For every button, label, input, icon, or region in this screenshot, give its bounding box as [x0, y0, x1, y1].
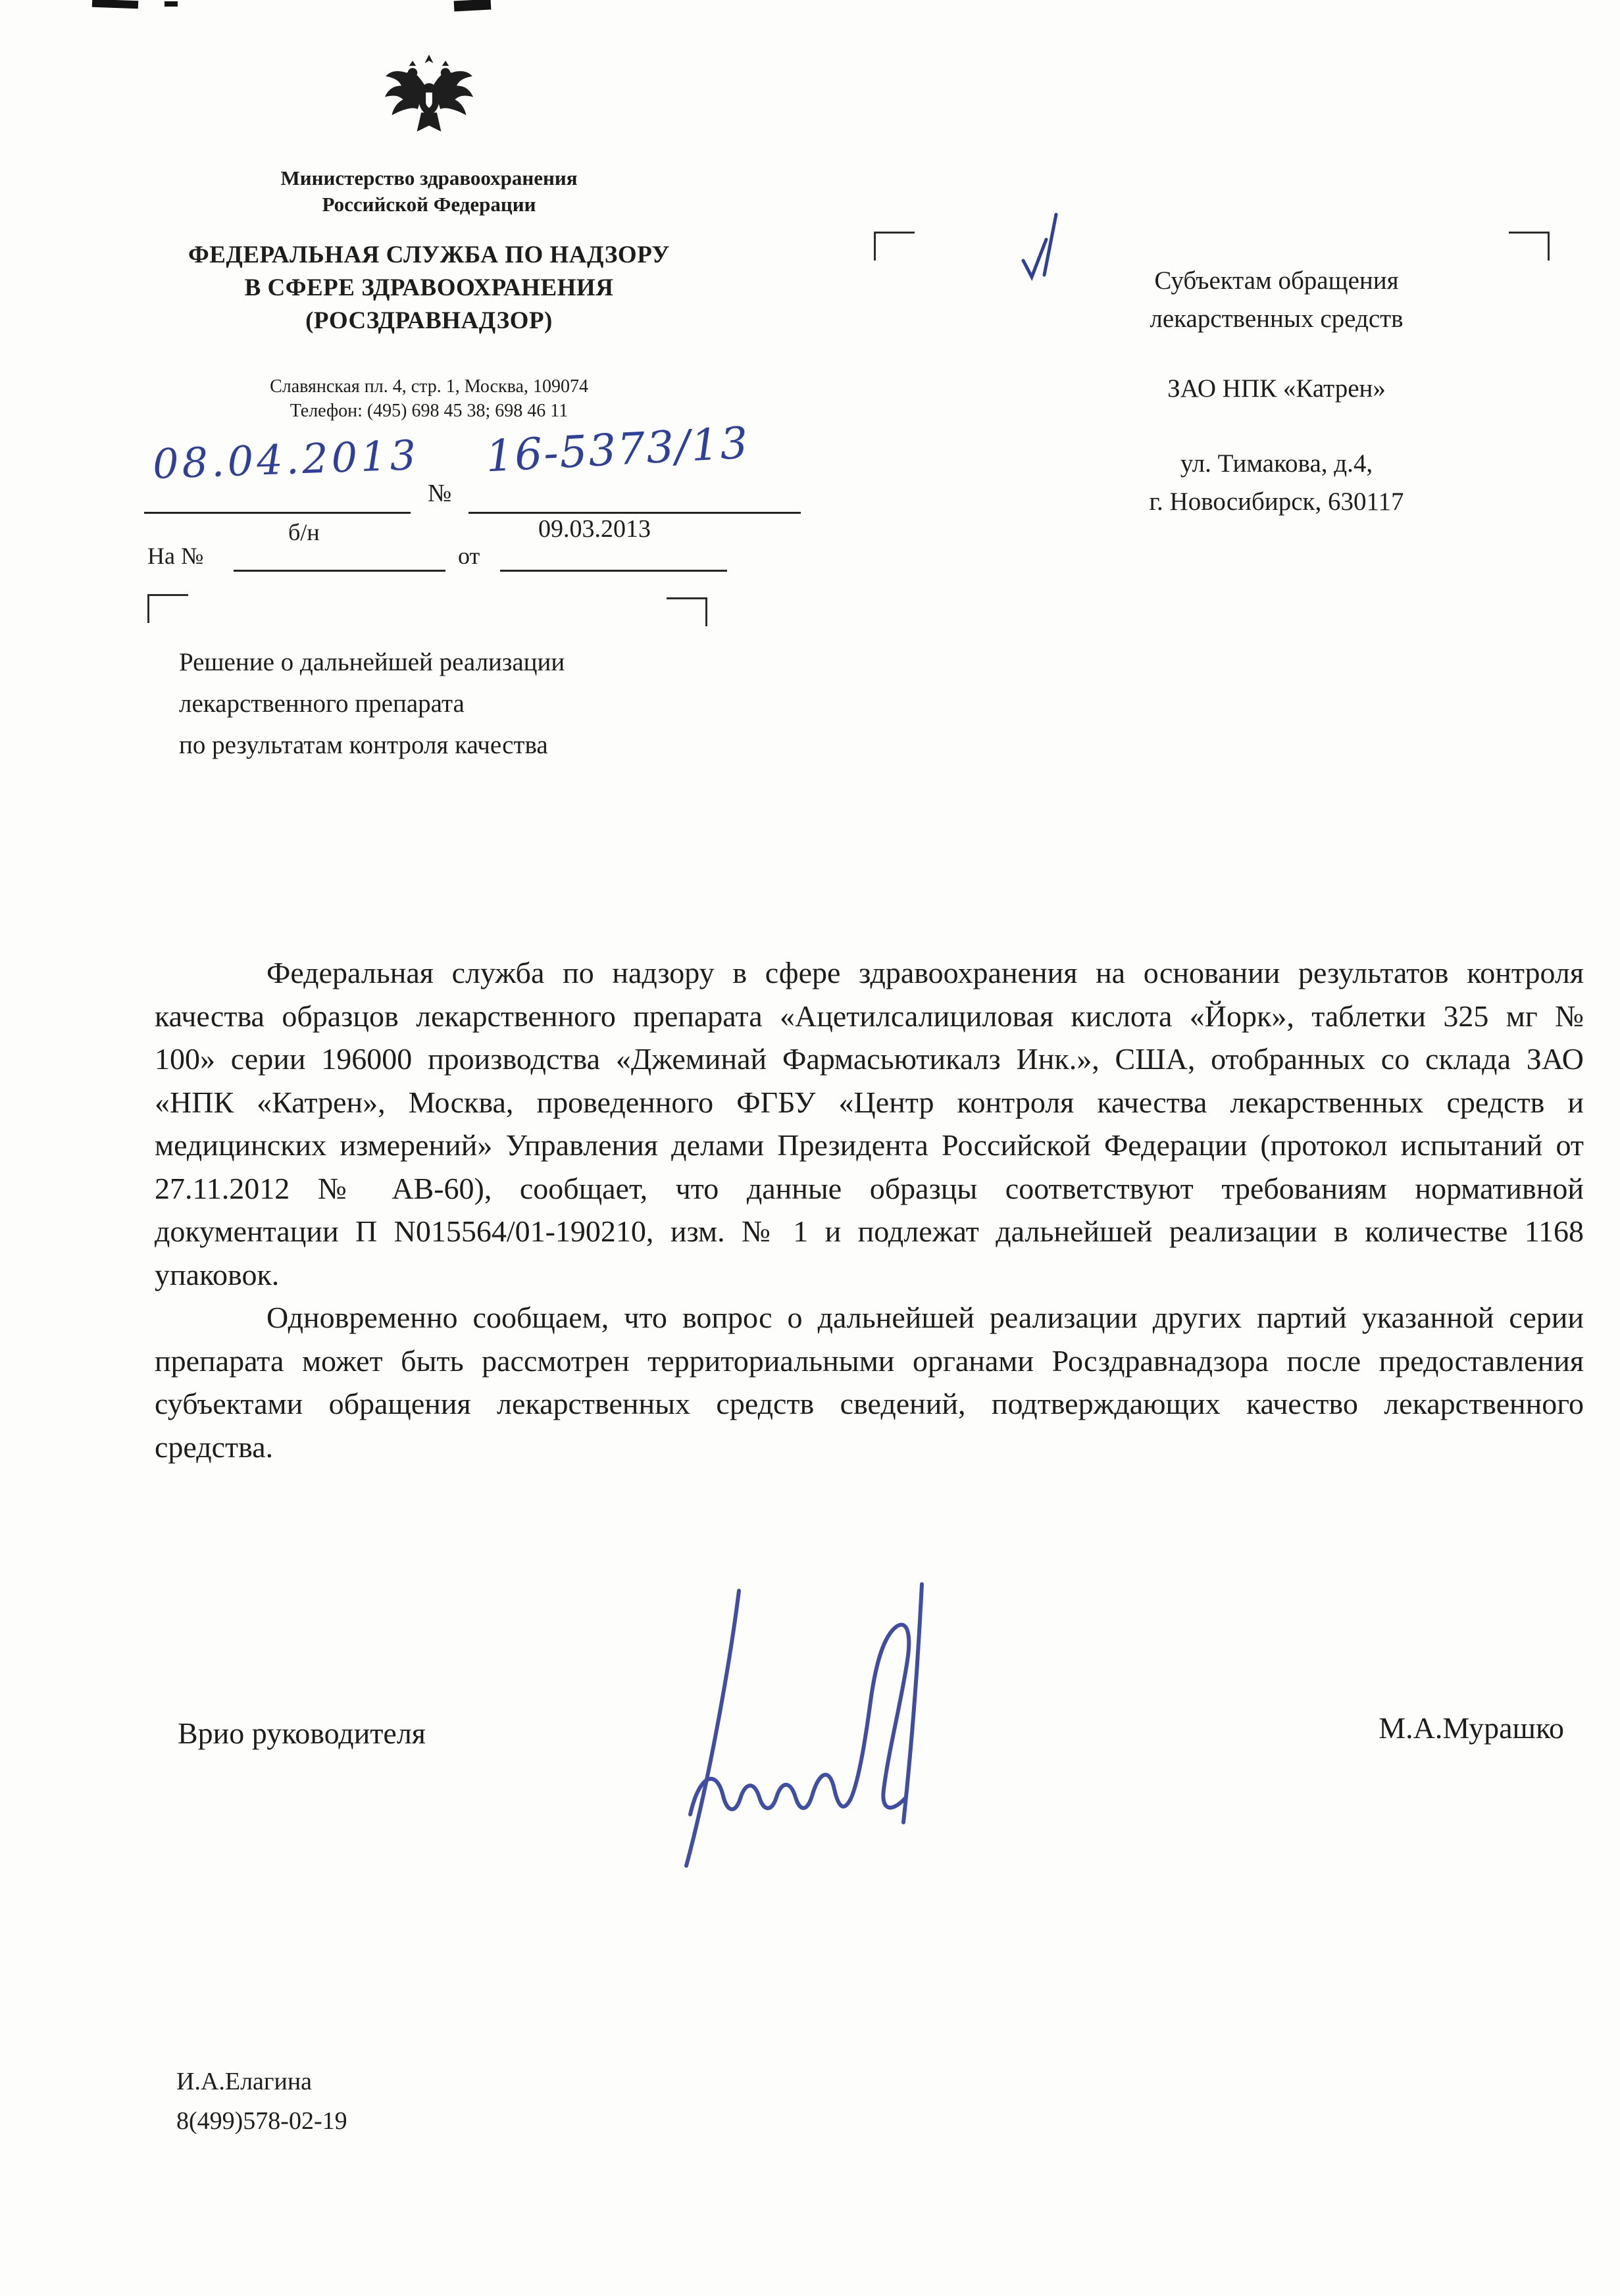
subject-corner-mark-right	[667, 597, 707, 626]
recipient-corner-mark-right	[1509, 232, 1550, 261]
ministry-name	[147, 165, 711, 218]
coat-of-arms-emblem	[377, 38, 481, 151]
subject-line3: по результатам контроля качества	[179, 731, 548, 759]
number-blank-line	[468, 512, 801, 514]
date-blank-line	[144, 512, 411, 514]
subject-line1: Решение о дальнейшей реализации	[179, 648, 565, 676]
recipient-corner-mark-left	[874, 232, 915, 261]
recipient-city: г. Новосибирск, 630117	[1149, 487, 1404, 516]
recipient-street: ул. Тимакова, д.4,	[1180, 449, 1373, 478]
agency-name	[147, 239, 711, 337]
body-paragraph-1: Федеральная служба по надзору в сфере здравоохранения на основании результатов контроля качества образцов лекарственного препарата «Ацетилсалициловая кислота «Йорк», таблетки 325 мг № 100» серии 196000 производства «Джеминай Фармасьютикалз Инк.», США, отобранных со склада ЗАО «НПК «Катрен», Москва, проведенного ФГБУ «Центр контроля качества лекарственных средств и медицинских измерений» Управления делами Президента Российской Федерации (протокол испытаний от 27.11.2012 № АВ-60), сообщает, что данные образцы соответствуют требованиям нормативной документации П N015564/01-190210, изм. № 1 и подлежат дальнейшей реализации в количестве 1168 упаковок.	[155, 956, 1584, 1291]
scan-artifact	[92, 0, 138, 9]
ministry-name-line1: Министерство здравоохранения	[280, 166, 578, 189]
na-no-label: На №	[147, 543, 204, 569]
incoming-number-value: б/н	[288, 519, 320, 545]
body-paragraph-2: Одновременно сообщаем, что вопрос о дальнейшей реализации других партий указанной серии препарата может быть рассмотрен территориальными органами Росздравнадзора после предоставления субъектами обращения лекарственных средств сведений, подтверждающих качество лекарственного средства.	[155, 1301, 1584, 1464]
letter-body	[155, 951, 1584, 1468]
subject-line2: лекарственного препарата	[179, 689, 465, 718]
agency-name-line2: В СФЕРЕ ЗДРАВООХРАНЕНИЯ	[244, 274, 614, 301]
agency-contact	[147, 374, 711, 423]
number-sign-label: №	[428, 480, 452, 507]
scan-artifact	[165, 1, 178, 7]
agency-name-line3: (РОСЗДРАВНАДЗОР)	[305, 307, 553, 334]
recipient-line2: лекарственных средств	[1150, 305, 1404, 333]
recipient-block	[1053, 262, 1500, 521]
ministry-name-line2: Российской Федерации	[322, 193, 536, 216]
signature-ink-scribble	[661, 1572, 977, 1882]
subject-block	[179, 641, 745, 766]
letterhead	[147, 38, 711, 423]
signer-name: М.А.Мурашко	[1379, 1711, 1564, 1745]
handwritten-letter-date: 08.04.2013	[151, 430, 420, 489]
incoming-date-blank-line	[500, 570, 727, 572]
ot-label: от	[458, 543, 480, 569]
scan-artifact	[454, 0, 492, 11]
handwritten-letter-number: 16-5373/13	[484, 417, 751, 482]
executor-block	[176, 2062, 347, 2141]
signer-title: Врио руководителя	[178, 1716, 426, 1750]
executor-name: И.А.Елагина	[176, 2068, 313, 2095]
agency-phone: Телефон: (495) 698 45 38; 698 46 11	[290, 401, 569, 421]
subject-corner-mark-left	[147, 594, 188, 623]
agency-name-line1: ФЕДЕРАЛЬНАЯ СЛУЖБА ПО НАДЗОРУ	[188, 241, 671, 268]
recipient-line1: Субъектам обращения	[1154, 266, 1399, 295]
incoming-number-blank-line	[234, 570, 445, 572]
agency-address: Славянская пл. 4, стр. 1, Москва, 109074	[270, 376, 588, 397]
incoming-date-value: 09.03.2013	[538, 515, 651, 543]
executor-phone: 8(499)578-02-19	[176, 2107, 347, 2135]
recipient-company: ЗАО НПК «Катрен»	[1167, 374, 1386, 403]
